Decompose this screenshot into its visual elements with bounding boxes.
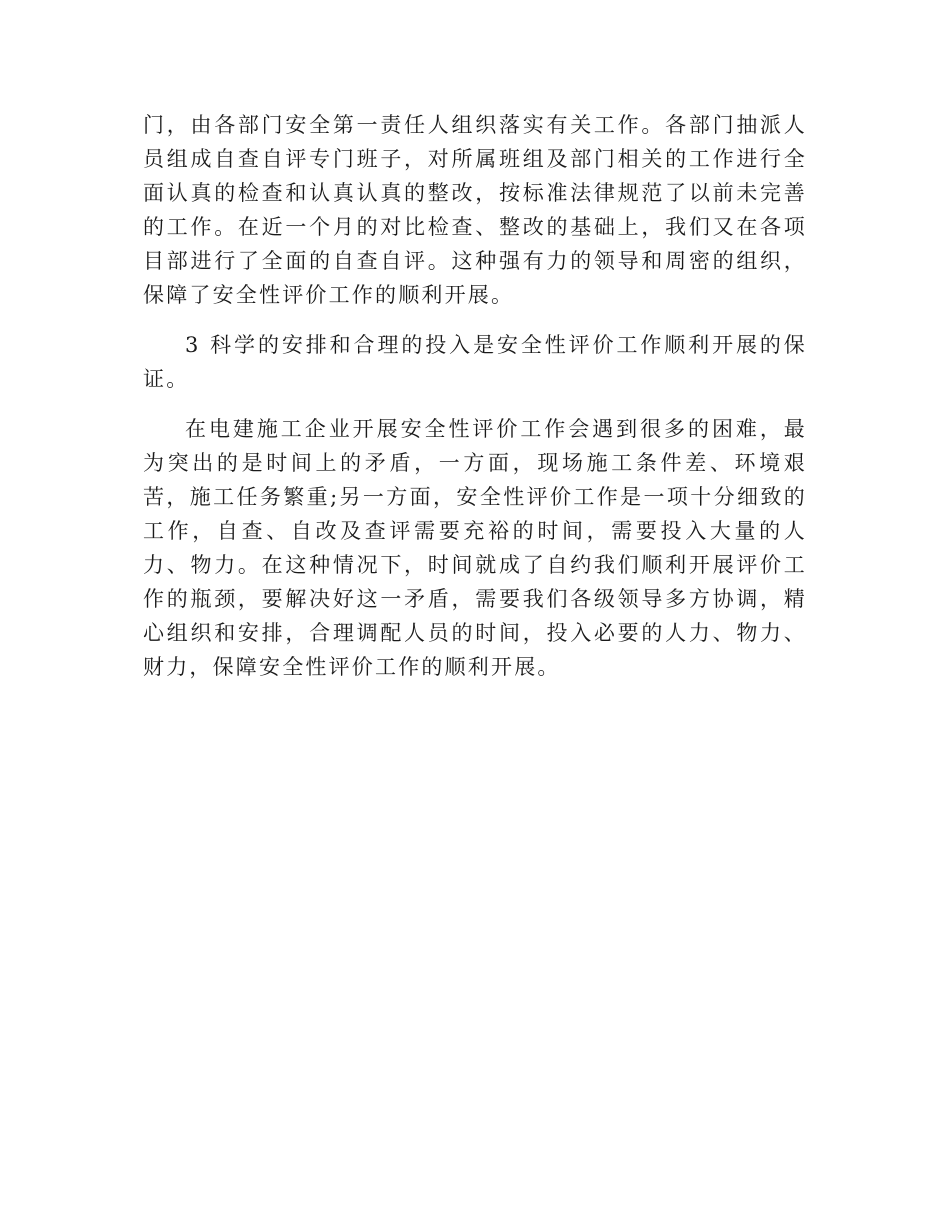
section-heading-paragraph: 3 科学的安排和合理的投入是安全性评价工作顺利开展的保证。: [143, 333, 807, 391]
body-paragraph: 在电建施工企业开展安全性评价工作会遇到很多的困难，最为突出的是时间上的矛盾，一方面，现场施工条件差、环境艰苦，施工任务繁重;另一方面，安全性评价工作是一项十分细致的工作，自查、自改及查评需要充裕的时间，需要投入大量的人力、物力。在这种情况下，时间就成了自约我们顺利开展评价工作的瓶颈，要解决好这一矛盾，需要我们各级领导多方协调，精心组织和安排，合理调配人员的时间，投入必要的人力、物力、财力，保障安全性评价工作的顺利开展。: [143, 417, 807, 679]
body-paragraph-continuation: 门，由各部门安全第一责任人组织落实有关工作。各部门抽派人员组成自查自评专门班子，对所属班组及部门相关的工作进行全面认真的检查和认真认真的整改，按标准法律规范了以前未完善的工作。在近一个月的对比检查、整改的基础上，我们又在各项目部进行了全面的自查自评。这种强有力的领导和周密的组织，保障了安全性评价工作的顺利开展。: [143, 113, 807, 307]
document-page: [143, 108, 807, 684]
